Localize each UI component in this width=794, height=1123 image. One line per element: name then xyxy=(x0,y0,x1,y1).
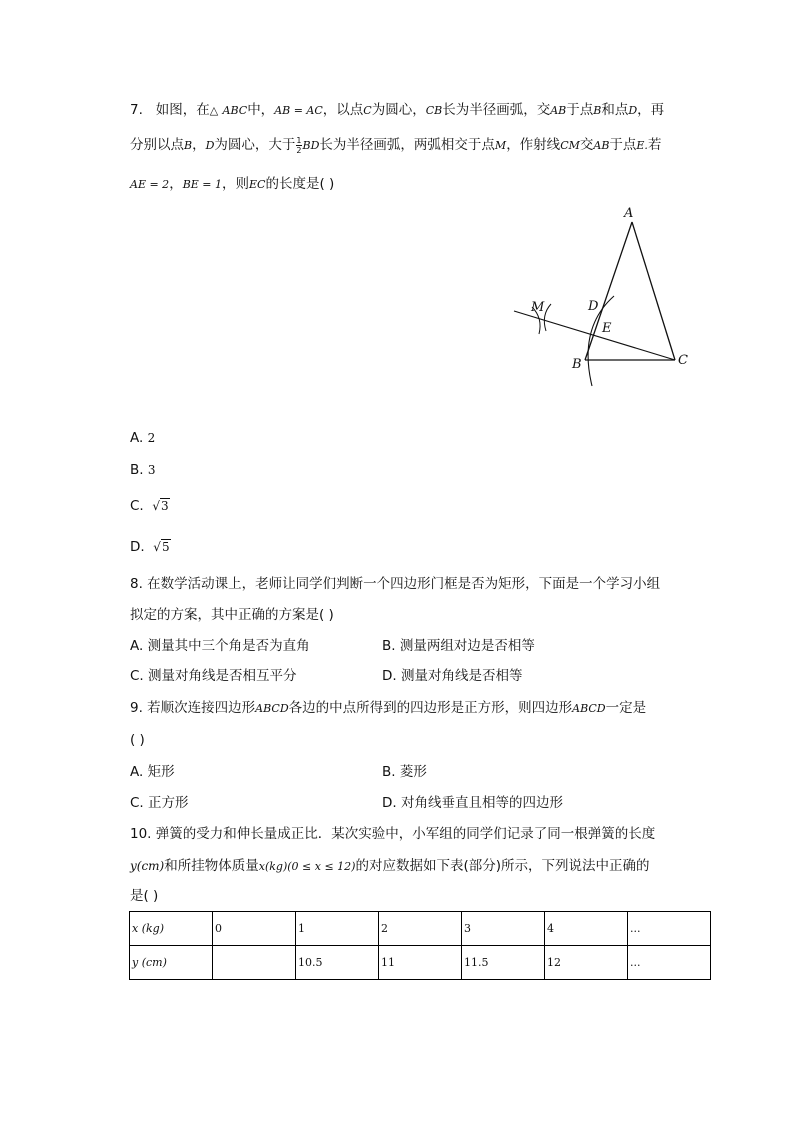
ray-cm xyxy=(514,311,675,360)
fraction-one-half: $\frac{1}{2}$ xyxy=(296,135,302,155)
q8-line-1: 8. 在数学活动课上，老师让同学们判断一个四边形门框是否为矩形，下面是一个学习小组 xyxy=(130,576,661,592)
q10-line-2: y(cm)和所挂物体质量x(kg)(0 ≤ x ≤ 12)的对应数据如下表(部分)所示，下列说法中正确的 xyxy=(130,858,650,874)
side-ac xyxy=(632,222,675,360)
q7-line-2: 分别以点B，D为圆心，大于 $\frac{1}{2}$ BD长为半径画弧，两弧相交于点M，作射线CM交AB于点E.若 xyxy=(130,135,662,155)
q7-triangle-figure xyxy=(500,200,710,400)
table-cell: ... xyxy=(628,912,711,946)
label-a: A xyxy=(624,206,634,221)
q9-option-d[interactable]: D. 对角线垂直且相等的四边形 xyxy=(382,795,563,811)
q8-option-a[interactable]: A. 测量其中三个角是否为直角 xyxy=(130,638,310,654)
table-cell: 11 xyxy=(379,946,462,980)
q8-option-b[interactable]: B. 测量两组对边是否相等 xyxy=(382,638,535,654)
table-header-cell: y (cm) xyxy=(130,946,213,980)
q7-option-b[interactable]: B. 3 xyxy=(130,462,156,478)
table-cell: 0 xyxy=(213,912,296,946)
q9-option-a[interactable]: A. 矩形 xyxy=(130,764,175,780)
q10-line-3: 是( ) xyxy=(130,888,159,904)
q7-option-d[interactable]: D. √5 xyxy=(130,539,170,555)
table-cell: 1 xyxy=(296,912,379,946)
label-d: D xyxy=(588,299,599,314)
table-cell: ... xyxy=(628,946,711,980)
table-cell: 4 xyxy=(545,912,628,946)
q7-line-3: AE = 2，BE = 1，则EC的长度是( ) xyxy=(130,176,335,192)
q10-line-1: 10. 弹簧的受力和伸长量成正比．某次实验中，小军组的同学们记录了同一根弹簧的长度 xyxy=(130,826,656,842)
sqrt-5: √5 xyxy=(153,540,170,554)
label-c: C xyxy=(678,353,688,368)
table-row xyxy=(130,946,711,980)
table-cell: 11.5 xyxy=(462,946,545,980)
sqrt-3: √3 xyxy=(152,499,169,513)
label-b: B xyxy=(572,357,582,372)
q9-option-b[interactable]: B. 菱形 xyxy=(382,764,427,780)
table-cell: 3 xyxy=(462,912,545,946)
label-m: M xyxy=(531,300,545,315)
q9-line-2: ( ) xyxy=(130,732,145,748)
q7-option-c[interactable]: C. √3 xyxy=(130,498,169,514)
q8-line-2: 拟定的方案，其中正确的方案是( ) xyxy=(130,607,334,623)
table-header-cell: x (kg) xyxy=(130,912,213,946)
q8-option-c[interactable]: C. 测量对角线是否相互平分 xyxy=(130,668,297,684)
q8-option-d[interactable]: D. 测量对角线是否相等 xyxy=(382,668,523,684)
q9-option-c[interactable]: C. 正方形 xyxy=(130,795,189,811)
table-cell xyxy=(213,946,296,980)
table-row xyxy=(130,912,711,946)
q7-line-1: 7. 如图，在△ ABC中，AB = AC，以点C为圆心，CB长为半径画弧，交AB于点B和点D，再 xyxy=(130,102,665,118)
triangle-symbol: △ xyxy=(209,104,219,117)
q7-number: 7. xyxy=(130,102,143,118)
q10-data-table xyxy=(129,911,711,980)
q7-option-a[interactable]: A. 2 xyxy=(130,430,156,446)
q9-line-1: 9. 若顺次连接四边形ABCD各边的中点所得到的四边形是正方形，则四边形ABCD一定是 xyxy=(130,700,647,716)
table-cell: 10.5 xyxy=(296,946,379,980)
arc-near-m-2 xyxy=(544,304,551,331)
table-cell: 12 xyxy=(545,946,628,980)
table-cell: 2 xyxy=(379,912,462,946)
label-e: E xyxy=(602,321,612,336)
